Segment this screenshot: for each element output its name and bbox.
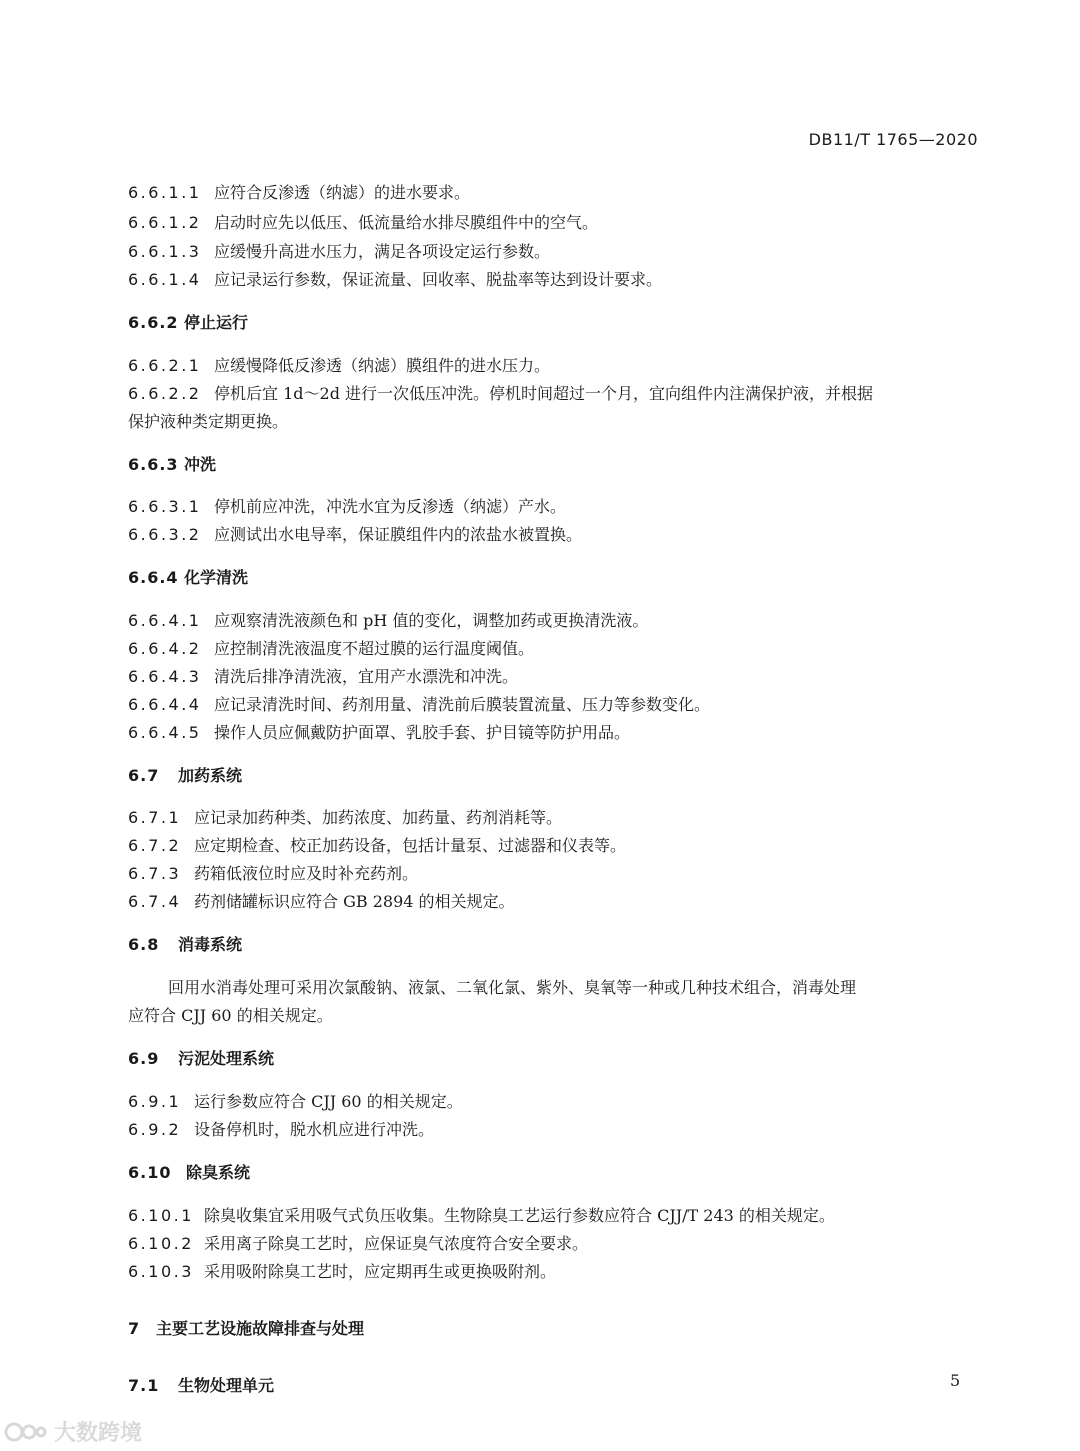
watermark-logo-icon xyxy=(4,1419,48,1445)
clause-6-7-4 xyxy=(128,892,988,912)
clause-number: 6.9.1 xyxy=(128,1092,182,1111)
watermark-text: 大数跨境 xyxy=(54,1421,143,1446)
clause-6-9-1 xyxy=(128,1092,988,1112)
section-heading-6-7 xyxy=(128,766,988,786)
clause-text: 应观察清洗液颜色和 pH 值的变化，调整加药或更换清洗液。 xyxy=(214,611,649,630)
paragraph-disinfection-continued xyxy=(128,1006,988,1026)
section-title: 生物处理单元 xyxy=(178,1376,275,1395)
clause-6-7-1 xyxy=(128,808,988,828)
clause-number: 6.6.1.1 xyxy=(128,183,202,202)
clause-6-6-4-1 xyxy=(128,611,988,631)
section-number: 6.6.4 xyxy=(128,568,179,587)
clause-number: 6.6.3.1 xyxy=(128,497,202,516)
clause-text: 停机后宜 1d～2d 进行一次低压冲洗。停机时间超过一个月，宜向组件内注满保护液，并根据 xyxy=(214,384,874,403)
section-heading-7-1 xyxy=(128,1376,988,1396)
section-number: 6.6.2 xyxy=(128,313,179,332)
page-number: 5 xyxy=(950,1371,961,1390)
clause-6-6-4-2 xyxy=(128,639,988,659)
clause-6-6-1-3 xyxy=(128,242,988,262)
chapter-number: 7 xyxy=(128,1319,141,1338)
clause-text: 应定期检查、校正加药设备，包括计量泵、过滤器和仪表等。 xyxy=(194,836,627,855)
section-heading-6-9 xyxy=(128,1049,988,1069)
clause-number: 6.7.3 xyxy=(128,864,182,883)
clause-number: 6.10.3 xyxy=(128,1262,194,1281)
clause-number: 6.6.4.3 xyxy=(128,667,202,686)
clause-text: 启动时应先以低压、低流量给水排尽膜组件中的空气。 xyxy=(214,213,599,232)
clause-number: 6.7.2 xyxy=(128,836,182,855)
section-number: 6.10 xyxy=(128,1163,172,1182)
clause-6-7-3 xyxy=(128,864,988,884)
clause-number: 6.6.1.4 xyxy=(128,270,202,289)
clause-text: 清洗后排净清洗液，宜用产水漂洗和冲洗。 xyxy=(214,667,519,686)
section-number: 6.6.3 xyxy=(128,455,179,474)
paragraph-disinfection xyxy=(128,978,1028,998)
section-title: 化学清洗 xyxy=(184,568,249,587)
document-code: DB11/T 1765—2020 xyxy=(808,130,978,149)
section-title: 停止运行 xyxy=(184,313,249,332)
section-title: 冲洗 xyxy=(184,455,217,474)
clause-number: 6.6.4.2 xyxy=(128,639,202,658)
clause-number: 6.9.2 xyxy=(128,1120,182,1139)
clause-text: 操作人员应佩戴防护面罩、乳胶手套、护目镜等防护用品。 xyxy=(214,723,631,742)
section-number: 7.1 xyxy=(128,1376,160,1395)
clause-text: 应缓慢降低反渗透（纳滤）膜组件的进水压力。 xyxy=(214,356,551,375)
clause-6-6-1-4 xyxy=(128,270,988,290)
clause-text: 除臭收集宜采用吸气式负压收集。生物除臭工艺运行参数应符合 CJJ/T 243 的相关规定。 xyxy=(204,1206,835,1225)
clause-text: 应测试出水电导率，保证膜组件内的浓盐水被置换。 xyxy=(214,525,583,544)
clause-6-6-4-5 xyxy=(128,723,988,743)
section-heading-6-6-2 xyxy=(128,313,988,333)
clause-text: 应记录运行参数，保证流量、回收率、脱盐率等达到设计要求。 xyxy=(214,270,663,289)
clause-text: 应缓慢升高进水压力，满足各项设定运行参数。 xyxy=(214,242,551,261)
clause-number: 6.10.1 xyxy=(128,1206,194,1225)
clause-text: 采用吸附除臭工艺时，应定期再生或更换吸附剂。 xyxy=(204,1262,557,1281)
clause-number: 6.6.4.4 xyxy=(128,695,202,714)
clause-number: 6.6.1.3 xyxy=(128,242,202,261)
paragraph-text: 回用水消毒处理可采用次氯酸钠、液氯、二氧化氯、紫外、臭氧等一种或几种技术组合，消毒处理 xyxy=(168,978,857,997)
clause-number: 6.6.4.1 xyxy=(128,611,202,630)
clause-text: 保护液种类定期更换。 xyxy=(128,412,289,431)
clause-number: 6.7.4 xyxy=(128,892,182,911)
clause-text: 应符合反渗透（纳滤）的进水要求。 xyxy=(214,183,471,202)
watermark xyxy=(4,1416,142,1447)
section-title: 加药系统 xyxy=(178,766,243,785)
clause-6-9-2 xyxy=(128,1120,988,1140)
clause-text: 应记录加药种类、加药浓度、加药量、药剂消耗等。 xyxy=(194,808,563,827)
section-title: 污泥处理系统 xyxy=(178,1049,275,1068)
clause-6-6-2-2-continued xyxy=(128,412,988,432)
section-heading-6-8 xyxy=(128,935,988,955)
clause-6-6-2-2 xyxy=(128,384,988,404)
clause-6-10-3 xyxy=(128,1262,988,1282)
clause-number: 6.6.2.1 xyxy=(128,356,202,375)
clause-6-6-4-4 xyxy=(128,695,988,715)
clause-number: 6.10.2 xyxy=(128,1234,194,1253)
clause-text: 采用离子除臭工艺时，应保证臭气浓度符合安全要求。 xyxy=(204,1234,589,1253)
clause-6-6-2-1 xyxy=(128,356,988,376)
clause-6-7-2 xyxy=(128,836,988,856)
clause-number: 6.6.3.2 xyxy=(128,525,202,544)
clause-text: 药剂储罐标识应符合 GB 2894 的相关规定。 xyxy=(194,892,515,911)
section-heading-6-6-4 xyxy=(128,568,988,588)
clause-number: 6.6.1.2 xyxy=(128,213,202,232)
clause-text: 应记录清洗时间、药剂用量、清洗前后膜装置流量、压力等参数变化。 xyxy=(214,695,711,714)
section-number: 6.9 xyxy=(128,1049,160,1068)
clause-6-6-1-1 xyxy=(128,183,988,203)
clause-number: 6.7.1 xyxy=(128,808,182,827)
section-number: 6.7 xyxy=(128,766,160,785)
section-heading-6-10 xyxy=(128,1163,988,1183)
clause-text: 设备停机时，脱水机应进行冲洗。 xyxy=(194,1120,435,1139)
clause-6-10-1 xyxy=(128,1206,988,1226)
chapter-heading-7 xyxy=(128,1319,988,1339)
clause-6-10-2 xyxy=(128,1234,988,1254)
clause-6-6-3-1 xyxy=(128,497,988,517)
paragraph-text: 应符合 CJJ 60 的相关规定。 xyxy=(128,1006,333,1025)
clause-6-6-1-2 xyxy=(128,213,988,233)
clause-number: 6.6.4.5 xyxy=(128,723,202,742)
clause-text: 停机前应冲洗，冲洗水宜为反渗透（纳滤）产水。 xyxy=(214,497,567,516)
clause-6-6-4-3 xyxy=(128,667,988,687)
clause-6-6-3-2 xyxy=(128,525,988,545)
section-heading-6-6-3 xyxy=(128,455,988,475)
chapter-title: 主要工艺设施故障排查与处理 xyxy=(156,1319,365,1338)
clause-text: 应控制清洗液温度不超过膜的运行温度阈值。 xyxy=(214,639,535,658)
section-number: 6.8 xyxy=(128,935,160,954)
clause-text: 运行参数应符合 CJJ 60 的相关规定。 xyxy=(194,1092,463,1111)
clause-text: 药箱低液位时应及时补充药剂。 xyxy=(194,864,419,883)
clause-number: 6.6.2.2 xyxy=(128,384,202,403)
section-title: 消毒系统 xyxy=(178,935,243,954)
section-title: 除臭系统 xyxy=(186,1163,251,1182)
